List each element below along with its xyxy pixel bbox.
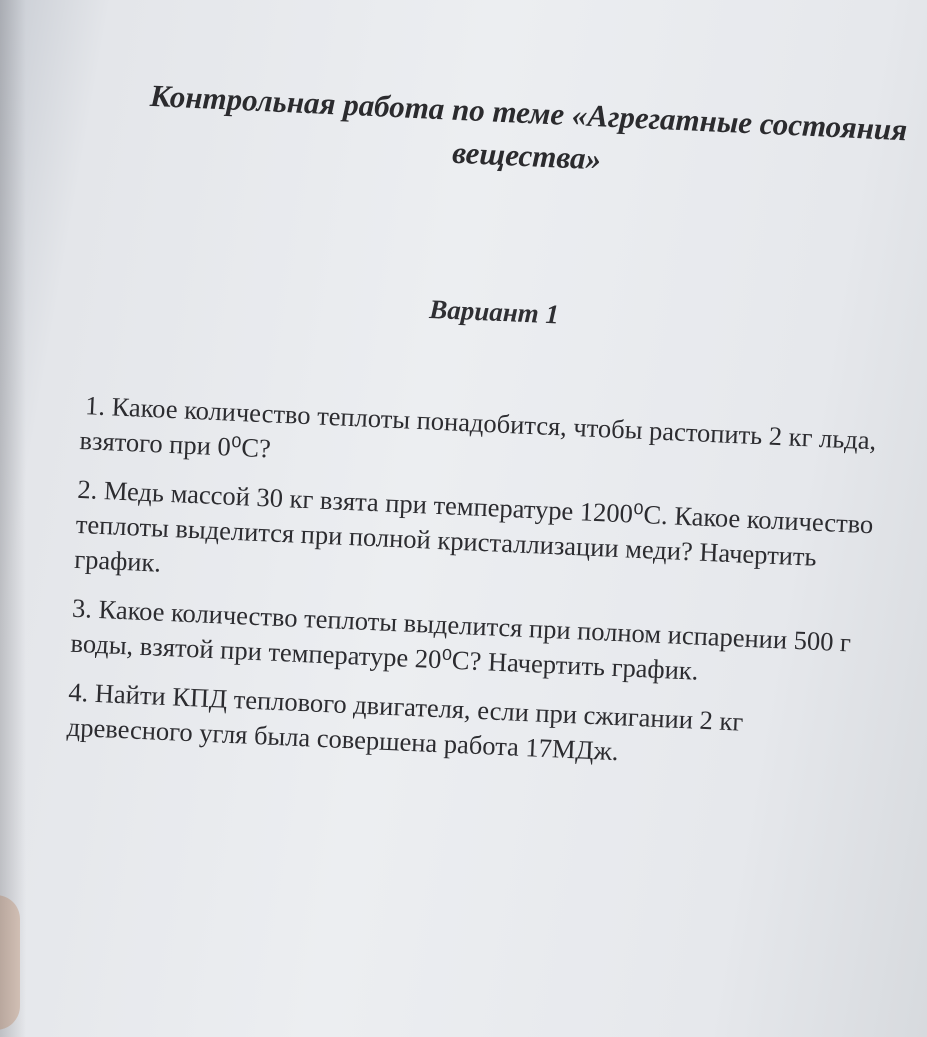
task-4: 4. Найти КПД теплового двигателя, если при сжигании 2 кг древесного угля была совершена работа 17МДж. bbox=[66, 676, 744, 767]
task-2: 2. Медь массой 30 кг взята при температуре 1200⁰С. Какое количество теплоты выделится при полной кристаллизации меди? Начертить график. bbox=[73, 473, 874, 578]
variant-heading: Вариант 1 bbox=[428, 294, 560, 330]
task-3: 3. Какое количество теплоты выделится при полном испарении 500 г воды, взятой при температуре 20⁰С? Начертить график. bbox=[69, 592, 852, 686]
task-list bbox=[65, 388, 886, 794]
task-1: 1. Какое количество теплоты понадобится, чтобы растопить 2 кг льда, взятого при 0⁰С? bbox=[79, 390, 877, 464]
document-title: Контрольная работа по теме «Агрегатные состояния вещества» bbox=[149, 77, 908, 177]
